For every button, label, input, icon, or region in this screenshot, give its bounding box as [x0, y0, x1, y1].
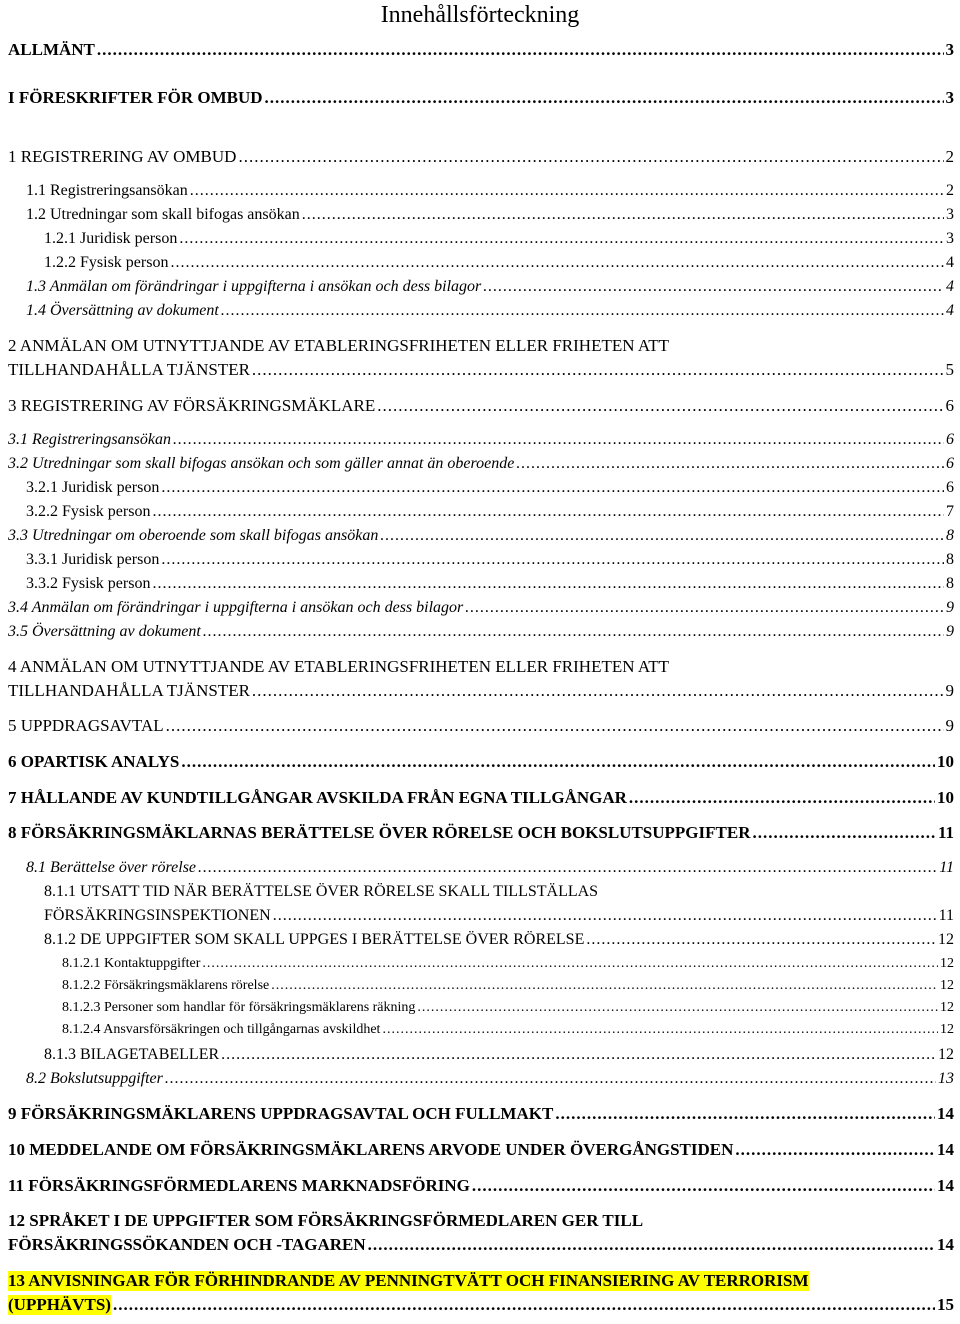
highlighted-text: (UPPHÄVTS) [8, 1295, 111, 1314]
dot-leader [472, 1176, 935, 1196]
dot-leader [735, 1140, 935, 1160]
dot-leader [382, 1022, 938, 1038]
dot-leader [417, 1000, 938, 1016]
dot-leader [161, 551, 944, 569]
dot-leader [152, 503, 944, 521]
toc-entry-11[interactable]: 11 FÖRSÄKRINGSFÖRMEDLARENS MARKNADSFÖRING ..... 14 [8, 1176, 954, 1196]
toc-entry-12[interactable]: FÖRSÄKRINGSSÖKANDEN OCH -TAGAREN ..... 14 [8, 1235, 954, 1255]
dot-leader [271, 978, 938, 994]
toc-entry-8-2[interactable]: 8.2 Bokslutsuppgifter ..... 13 [26, 1070, 954, 1088]
toc-entry-5[interactable]: 5 UPPDRAGSAVTAL ..... 9 [8, 716, 954, 736]
toc-entry-12-line1[interactable]: 12 SPRÅKET I DE UPPGIFTER SOM FÖRSÄKRINGSFÖRMEDLAREN GER TILL [8, 1211, 644, 1230]
dot-leader [179, 230, 944, 248]
dot-leader [465, 599, 944, 617]
toc-entry-1-2[interactable]: 1.2 Utredningar som skall bifogas ansökan ..... 3 [26, 206, 954, 224]
dot-leader [586, 931, 936, 949]
toc-entry-1-2-1[interactable]: 1.2.1 Juridisk person ..... 3 [44, 230, 954, 248]
toc-entry-3-4[interactable]: 3.4 Anmälan om förändringar i uppgifterna i ansökan och dess bilagor ..... 9 [8, 599, 954, 617]
toc-entry-8-1-1-line1[interactable]: 8.1.1 UTSATT TID NÄR BERÄTTELSE ÖVER RÖRELSE SKALL TILLSTÄLLAS [44, 883, 599, 900]
dot-leader [380, 527, 944, 545]
dot-leader [273, 907, 937, 925]
dot-leader [752, 823, 935, 843]
toc-entry-3[interactable]: 3 REGISTRERING AV FÖRSÄKRINGSMÄKLARE ..... 6 [8, 396, 954, 416]
toc-entry-3-3-2[interactable]: 3.3.2 Fysisk person ..... 8 [26, 575, 954, 593]
toc-entry-10[interactable]: 10 MEDDELANDE OM FÖRSÄKRINGSMÄKLARENS ARVODE UNDER ÖVERGÅNGSTIDEN ..... 14 [8, 1140, 954, 1160]
toc-entry-1-4[interactable]: 1.4 Översättning av dokument ..... 4 [26, 302, 954, 320]
dot-leader [221, 302, 944, 320]
dot-leader [152, 575, 944, 593]
toc-entry-3-2[interactable]: 3.2 Utredningar som skall bifogas ansökan och som gäller annat än oberoende ..... 6 [8, 455, 954, 473]
toc-entry-13-line1[interactable] [8, 1271, 954, 1291]
toc-entry-1[interactable]: 1 REGISTRERING AV OMBUD ..... 2 [8, 147, 954, 167]
dot-leader [238, 147, 943, 167]
dot-leader [252, 681, 944, 701]
toc-entry-1-2-2[interactable]: 1.2.2 Fysisk person ..... 4 [44, 254, 954, 272]
toc-entry-7[interactable]: 7 HÅLLANDE AV KUNDTILLGÅNGAR AVSKILDA FRÅN EGNA TILLGÅNGAR ..... 10 [8, 788, 954, 808]
dot-leader [113, 1295, 935, 1315]
dot-leader [221, 1046, 936, 1064]
dot-leader [173, 431, 944, 449]
toc-entry-8-1[interactable]: 8.1 Berättelse över rörelse ..... 11 [26, 859, 954, 877]
toc-entry-8-1-2-1[interactable]: 8.1.2.1 Kontaktuppgifter ..... 12 [62, 956, 954, 972]
dot-leader [302, 206, 944, 224]
dot-leader [368, 1235, 935, 1255]
dot-leader [170, 254, 944, 272]
dot-leader [190, 182, 944, 200]
toc-entry-4-line1[interactable]: 4 ANMÄLAN OM UTNYTTJANDE AV ETABLERINGSFRIHETEN ELLER FRIHETEN ATT [8, 657, 669, 676]
toc-entry-6[interactable]: 6 OPARTISK ANALYS ..... 10 [8, 752, 954, 772]
page-title: Innehållsförteckning [380, 2, 580, 28]
dot-leader [97, 40, 944, 60]
toc-entry-3-5[interactable]: 3.5 Översättning av dokument ..... 9 [8, 623, 954, 641]
toc-entry-8[interactable]: 8 FÖRSÄKRINGSMÄKLARNAS BERÄTTELSE ÖVER RÖRELSE OCH BOKSLUTSUPPGIFTER ..... 11 [8, 823, 954, 843]
dot-leader [166, 716, 944, 736]
dot-leader [483, 278, 944, 296]
toc-entry-4[interactable]: TILLHANDAHÅLLA TJÄNSTER ..... 9 [8, 681, 954, 701]
toc-entry-3-2-2[interactable]: 3.2.2 Fysisk person ..... 7 [26, 503, 954, 521]
toc-entry-3-1[interactable]: 3.1 Registreringsansökan ..... 6 [8, 431, 954, 449]
dot-leader [516, 455, 944, 473]
dot-leader [165, 1070, 936, 1088]
dot-leader [265, 88, 944, 108]
toc-entry-8-1-2[interactable]: 8.1.2 DE UPPGIFTER SOM SKALL UPPGES I BERÄTTELSE ÖVER RÖRELSE ..... 12 [44, 931, 954, 949]
toc-entry-8-1-3[interactable]: 8.1.3 BILAGETABELLER ..... 12 [44, 1046, 954, 1064]
dot-leader [555, 1104, 935, 1124]
toc-entry-foreskrifter-for-ombud[interactable]: I FÖRESKRIFTER FÖR OMBUD ..... 3 [8, 88, 954, 108]
toc-entry-1-1[interactable]: 1.1 Registreringsansökan ..... 2 [26, 182, 954, 200]
dot-leader [161, 479, 944, 497]
toc-entry-3-2-1[interactable]: 3.2.1 Juridisk person ..... 6 [26, 479, 954, 497]
dot-leader [377, 396, 943, 416]
toc-entry-8-1-2-2[interactable]: 8.1.2.2 Försäkringsmäklarens rörelse ..... 12 [62, 978, 954, 994]
toc-entry-13[interactable]: (UPPHÄVTS) ..... 15 [8, 1295, 954, 1315]
dot-leader [181, 752, 935, 772]
dot-leader [252, 360, 944, 380]
toc-entry-allmant[interactable]: ALLMÄNT ..... 3 [8, 40, 954, 60]
dot-leader [198, 859, 937, 877]
dot-leader [202, 956, 938, 972]
toc-entry-9[interactable]: 9 FÖRSÄKRINGSMÄKLARENS UPPDRAGSAVTAL OCH FULLMAKT ..... 14 [8, 1104, 954, 1124]
toc-entry-8-1-2-3[interactable]: 8.1.2.3 Personer som handlar för försäkringsmäklarens räkning ..... 12 [62, 1000, 954, 1016]
toc-entry-8-1-1[interactable]: FÖRSÄKRINGSINSPEKTIONEN ..... 11 [44, 907, 954, 925]
toc-entry-2[interactable]: TILLHANDAHÅLLA TJÄNSTER ..... 5 [8, 360, 954, 380]
toc-entry-3-3-1[interactable]: 3.3.1 Juridisk person ..... 8 [26, 551, 954, 569]
highlighted-text: 13 ANVISNINGAR FÖR FÖRHINDRANDE AV PENNINGTVÄTT OCH FINANSIERING AV TERRORISM [8, 1271, 809, 1290]
dot-leader [203, 623, 944, 641]
toc-entry-1-3[interactable]: 1.3 Anmälan om förändringar i uppgifterna i ansökan och dess bilagor ..... 4 [26, 278, 954, 296]
dot-leader [629, 788, 935, 808]
toc-entry-2-line1[interactable]: 2 ANMÄLAN OM UTNYTTJANDE AV ETABLERINGSFRIHETEN ELLER FRIHETEN ATT [8, 336, 669, 355]
toc-entry-8-1-2-4[interactable]: 8.1.2.4 Ansvarsförsäkringen och tillgångarnas avskildhet ..... 12 [62, 1022, 954, 1038]
toc-entry-3-3[interactable]: 3.3 Utredningar om oberoende som skall bifogas ansökan ..... 8 [8, 527, 954, 545]
